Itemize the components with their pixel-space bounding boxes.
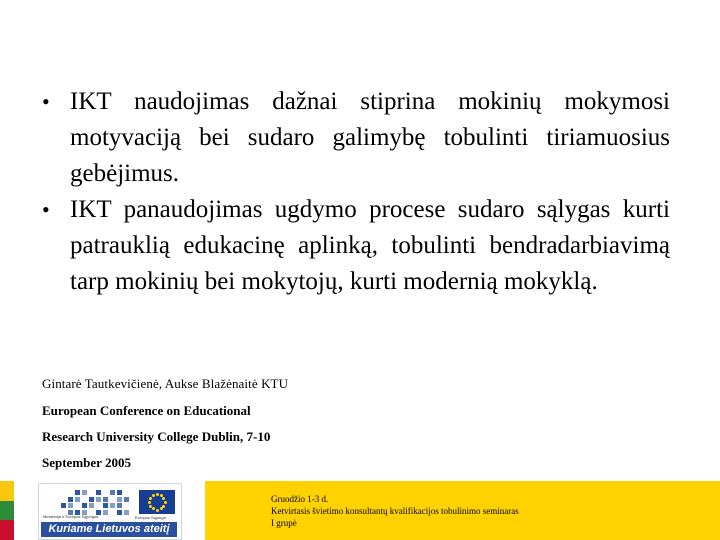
flag-stripe [0, 520, 14, 540]
mosaic-tile [82, 490, 87, 495]
eu-star [149, 505, 152, 508]
mosaic-logo-icon [61, 490, 131, 516]
mosaic-tile [103, 503, 108, 508]
seminar-date: Gruodžio 1-3 d. [271, 494, 329, 504]
seminar-group: I grupė [271, 518, 297, 528]
mosaic-tile [117, 503, 122, 508]
mosaic-tile [75, 497, 80, 502]
eu-star [164, 501, 167, 504]
eu-flag-icon [139, 490, 175, 514]
eu-caption: Europos Sąjunga [135, 515, 166, 520]
bullet-item [42, 84, 670, 192]
logo-slogan: Kuriame Lietuvos ateitį [41, 522, 177, 537]
conference-line: Research University College Dublin, 7-10 [42, 429, 271, 444]
eu-star [148, 501, 151, 504]
bullet-marker: • [42, 89, 50, 114]
mosaic-tile [61, 503, 66, 508]
mosaic-tile [96, 497, 101, 502]
eu-star [162, 497, 165, 500]
logo-caption: Ministerija ir Europos Sąjungos [43, 514, 99, 519]
conference-line: European Conference on Educational [42, 403, 251, 418]
sponsor-logo [38, 483, 182, 540]
eu-star [152, 494, 155, 497]
mosaic-tile [68, 503, 73, 508]
footer-strip [0, 481, 720, 540]
eu-star [162, 505, 165, 508]
eu-star [160, 507, 163, 510]
lithuanian-flag-icon [0, 481, 14, 540]
seminar-banner [205, 481, 720, 540]
mosaic-tile [110, 503, 115, 508]
eu-star [152, 507, 155, 510]
bullet-text: IKT panaudojimas ugdymo procese sudaro sąlygas kurti patrauklią edukacinę aplinką, tobulinti bendradarbiavimą tarp mokinių bei mokytojų, kurti modernią mokyklą. [70, 196, 670, 295]
bullet-text: IKT naudojimas dažnai stiprina mokinių mokymosi motyvaciją bei sudaro galimybę tobulinti tiriamuosius gebėjimus. [70, 88, 670, 187]
mosaic-tile [117, 490, 122, 495]
eu-star [156, 509, 159, 512]
mosaic-tile [124, 497, 129, 502]
seminar-info [271, 493, 691, 529]
mosaic-tile [89, 497, 94, 502]
mosaic-tile [89, 503, 94, 508]
mosaic-tile [103, 497, 108, 502]
mosaic-tile [68, 497, 73, 502]
mosaic-tile [117, 497, 122, 502]
credits [42, 370, 462, 476]
eu-star [149, 497, 152, 500]
bullet-item [42, 192, 670, 300]
conference-line: September 2005 [42, 455, 131, 470]
mosaic-tile [82, 503, 87, 508]
author-line: Gintarė Tautkevičienė, Aukse Blažėnaitė KTU [42, 376, 289, 391]
mosaic-tile [96, 490, 101, 495]
mosaic-tile [75, 490, 80, 495]
bullet-list [42, 84, 670, 300]
flag-stripe [0, 481, 14, 501]
seminar-title: Ketvirtasis švietimo konsultantų kvalifikacijos tobulinimo seminaras [271, 506, 519, 516]
flag-stripe [0, 501, 14, 521]
bullet-marker: • [42, 197, 50, 222]
eu-star [156, 493, 159, 496]
mosaic-tile [110, 490, 115, 495]
